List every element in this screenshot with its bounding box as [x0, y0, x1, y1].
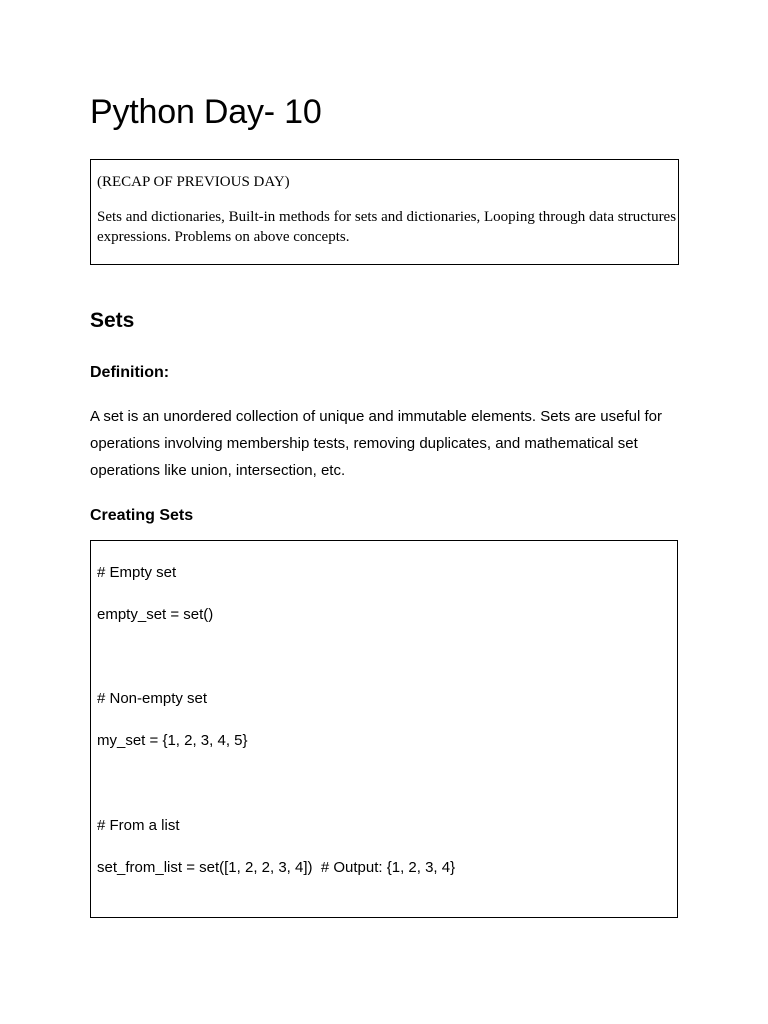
recap-line: expressions. Problems on above concepts. [97, 229, 350, 245]
code-line: # From a list [97, 817, 180, 834]
code-line: set_from_list = set([1, 2, 2, 3, 4]) # Output: {1, 2, 3, 4} [97, 859, 456, 876]
recap-body [97, 207, 679, 247]
recap-heading: (RECAP OF PREVIOUS DAY) [97, 174, 290, 190]
creating-sets-heading: Creating Sets [90, 507, 194, 524]
code-line: empty_set = set() [97, 606, 214, 623]
code-line: # Non-empty set [97, 690, 208, 707]
paragraph-line: operations involving membership tests, removing duplicates, and mathematical set [90, 435, 638, 452]
definition-paragraph [90, 403, 690, 484]
code-block [90, 540, 678, 918]
code-line: # Empty set [97, 564, 177, 581]
recap-line: Sets and dictionaries, Built-in methods for sets and dictionaries, Looping through data structures [97, 209, 677, 225]
paragraph-line: operations like union, intersection, etc. [90, 462, 346, 479]
code-line: my_set = {1, 2, 3, 4, 5} [97, 732, 248, 749]
recap-box [90, 159, 679, 265]
paragraph-line: A set is an unordered collection of unique and immutable elements. Sets are useful for [90, 408, 662, 425]
section-title-sets: Sets [90, 309, 135, 332]
definition-heading: Definition: [90, 364, 170, 381]
page-title: Python Day- 10 [90, 93, 322, 131]
